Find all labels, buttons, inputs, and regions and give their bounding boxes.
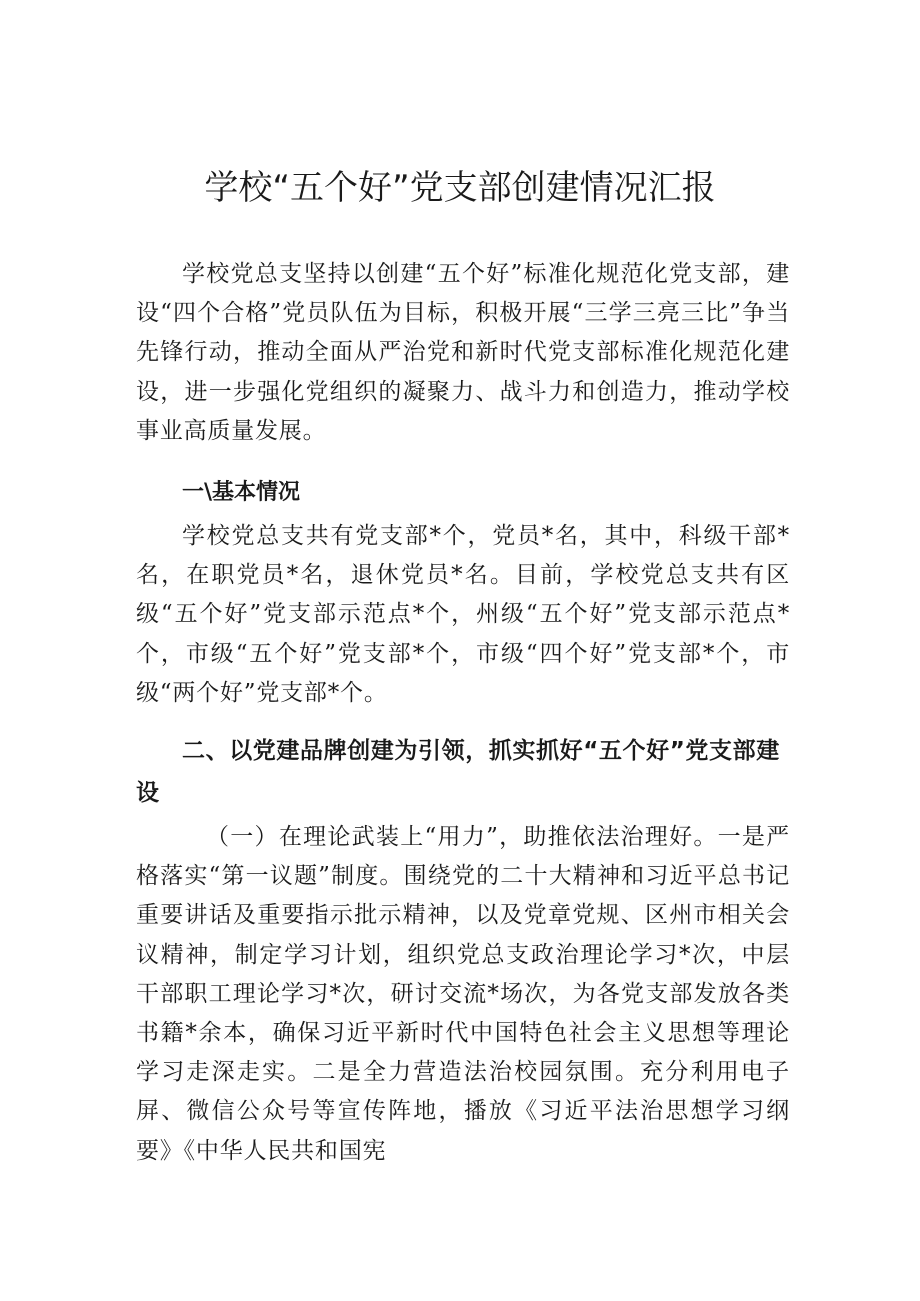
section-1-heading: 一\基本情况 <box>182 480 301 505</box>
section-1-paragraph: 学校党总支共有党支部*个，党员*名，其中，科级干部*名，在职党员*名，退休党员*名。目前，学校党总支共有区级“五个好”党支部示范点*个，州级“五个好”党支部示范点*个，市级“五个好”党支部*个，市级“四个好”党支部*个，市级“两个好”党支部*个。 <box>136 523 790 706</box>
document-title: 学校“五个好”党支部创建情况汇报 <box>204 168 716 208</box>
intro-paragraph: 学校党总支坚持以创建“五个好”标准化规范化党支部，建设“四个合格”党员队伍为目标，积极开展“三学三亮三比”争当先锋行动，推动全面从严治党和新时代党支部标准化规范化建设，进一步强化党组织的凝聚力、战斗力和创造力，推动学校事业高质量发展。 <box>136 261 790 444</box>
section-2-subsection-1-paragraph: （一）在理论武装上“用力”，助推依法治理好。一是严格落实“第一议题”制度。围绕党的二十大精神和习近平总书记重要讲话及重要指示批示精神，以及党章党规、区州市相关会议精神，制定学习计划，组织党总支政治理论学习*次，中层干部职工理论学习*次，研讨交流*场次，为各党支部发放各类书籍*余本，确保习近平新时代中国特色社会主义思想等理论学习走深走实。二是全力营造法治校园氛围。充分利用电子屏、微信公众号等宣传阵地，播放《习近平法治思想学习纲要》《中华人民共和国宪 <box>136 824 790 1164</box>
section-2-heading: 二、以党建品牌创建为引领，抓实抓好“五个好”党支部建设 <box>136 738 780 806</box>
